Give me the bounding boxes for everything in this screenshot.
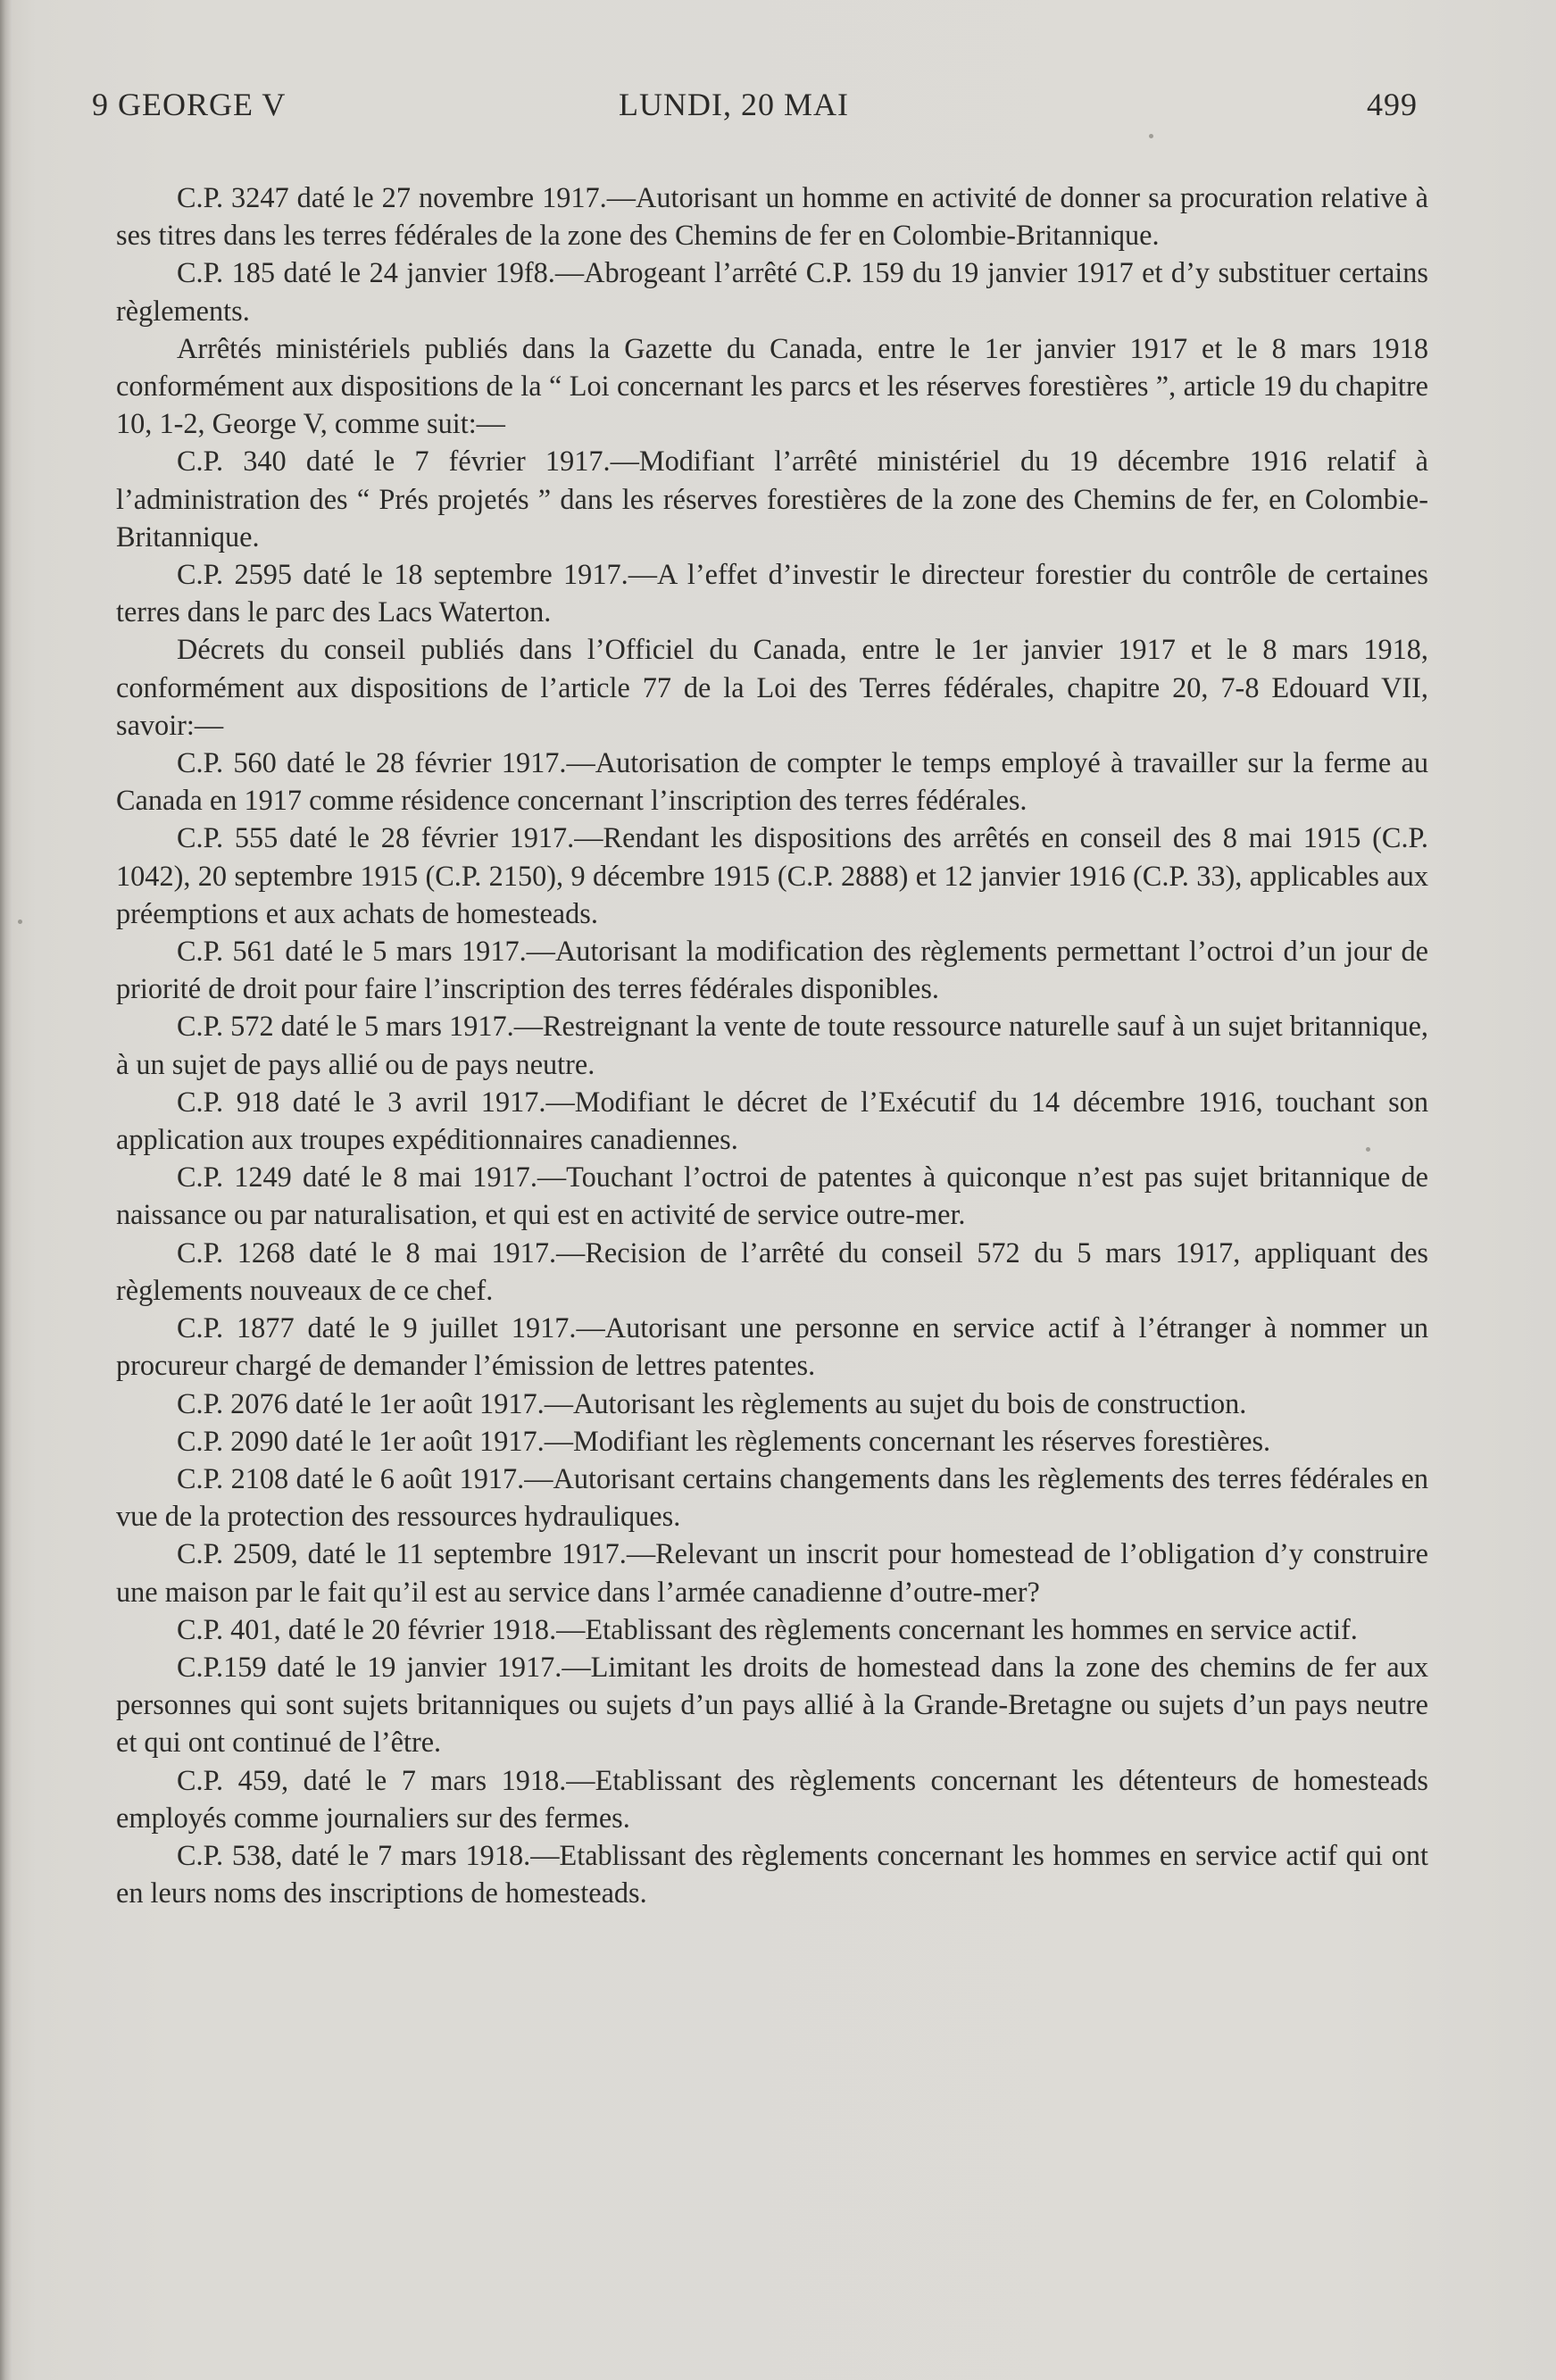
- paragraph: C.P. 2090 daté le 1er août 1917.—Modifiant les règlements concernant les réserves forestières.: [177, 1424, 1271, 1457]
- page-header: [92, 86, 1418, 139]
- paragraph: C.P. 538, daté le 7 mars 1918.—Etablissant des règlements concernant les hommes en service actif qui ont en leurs noms des inscriptions de homesteads.: [116, 1838, 1428, 1910]
- paragraph: C.P. 2595 daté le 18 septembre 1917.—A l’effet d’investir le directeur forestier du contrôle de certaines terres dans le parc des Lacs Waterton.: [116, 558, 1428, 628]
- ink-speck: [18, 920, 22, 924]
- paragraph: C.P. 560 daté le 28 février 1917.—Autorisation de compter le temps employé à travailler sur la ferme au Canada en 1917 comme résidence concernant l’inscription des terres fédérales.: [116, 746, 1428, 817]
- paragraph: C.P. 918 daté le 3 avril 1917.—Modifiant le décret de l’Exécutif du 14 décembre 1916, touchant son application aux troupes expéditionnaires canadiennes.: [116, 1085, 1428, 1156]
- paragraph: C.P. 2076 daté le 1er août 1917.—Autorisant les règlements au sujet du bois de construction.: [177, 1386, 1247, 1419]
- document-body: [116, 179, 1428, 1911]
- page-binding-edge: [0, 0, 12, 2380]
- paragraph: C.P. 459, daté le 7 mars 1918.—Etablissant des règlements concernant les détenteurs de homesteads employés comme journaliers sur des fermes.: [116, 1763, 1428, 1834]
- paragraph: C.P. 1268 daté le 8 mai 1917.—Recision de l’arrêté du conseil 572 du 5 mars 1917, appliquant des règlements nouveaux de ce chef.: [116, 1236, 1428, 1306]
- paragraph: C.P. 561 daté le 5 mars 1917.—Autorisant la modification des règlements permettant l’octroi d’un jour de priorité de droit pour faire l’inscription des terres fédérales disponibles.: [116, 935, 1428, 1005]
- header-date: LUNDI, 20 MAI: [619, 87, 849, 122]
- paragraph: Décrets du conseil publiés dans l’Officiel du Canada, entre le 1er janvier 1917 et le 8 mars 1918, conformément aux dispositions de l’article 77 de la Loi des Terres fédérales, chapitre 20, 7-8 Edouard VII, savoir:—: [116, 633, 1428, 741]
- page-number: 499: [1367, 87, 1418, 122]
- paragraph: Arrêtés ministériels publiés dans la Gazette du Canada, entre le 1er janvier 1917 et le 8 mars 1918 conformément aux dispositions de la “ Loi concernant les parcs et les réserves forestières ”, article 19 du chapitre 10, 1-2, George V, comme suit:—: [116, 331, 1428, 440]
- paragraph: C.P. 3247 daté le 27 novembre 1917.—Autorisant un homme en activité de donner sa procuration relative à ses titres dans les terres fédérales de la zone des Chemins de fer en Colombie-Britannique.: [116, 181, 1428, 252]
- paragraph: C.P. 2509, daté le 11 septembre 1917.—Relevant un inscrit pour homestead de l’obligation d’y construire une maison par le fait qu’il est au service dans l’armée canadienne d’outre-mer?: [116, 1537, 1428, 1608]
- ink-speck: [1366, 1147, 1370, 1152]
- paragraph: C.P. 1877 daté le 9 juillet 1917.—Autorisant une personne en service actif à l’étranger à nommer un procureur chargé de demander l’émission de lettres patentes.: [116, 1311, 1428, 1382]
- paragraph: C.P. 185 daté le 24 janvier 19f8.—Abrogeant l’arrêté C.P. 159 du 19 janvier 1917 et d’y substituer certains règlements.: [116, 256, 1428, 327]
- header-session: 9 GEORGE V: [92, 87, 287, 122]
- paragraph: C.P. 2108 daté le 6 août 1917.—Autorisant certains changements dans les règlements des terres fédérales en vue de la protection des ressources hydrauliques.: [116, 1461, 1428, 1533]
- paragraph: C.P. 340 daté le 7 février 1917.—Modifiant l’arrêté ministériel du 19 décembre 1916 relatif à l’administration des “ Prés projetés ” dans les réserves forestières de la zone des Chemins de fer, en Colombie-Britannique.: [116, 445, 1428, 553]
- paragraph: C.P. 1249 daté le 8 mai 1917.—Touchant l’octroi de patentes à quiconque n’est pas sujet britannique de naissance ou par naturalisation, et qui est en activité de service outre-mer.: [116, 1161, 1428, 1231]
- paragraph: C.P. 555 daté le 28 février 1917.—Rendant les dispositions des arrêtés en conseil des 8 mai 1915 (C.P. 1042), 20 septembre 1915 (C.P. 2150), 9 décembre 1915 (C.P. 2888) et 12 janvier 1916 (C.P. 33), applicables aux préemptions et aux achats de homesteads.: [116, 821, 1428, 929]
- paragraph: C.P. 401, daté le 20 février 1918.—Etablissant des règlements concernant les hommes en service actif.: [177, 1612, 1358, 1645]
- paragraph: C.P.159 daté le 19 janvier 1917.—Limitant les droits de homestead dans la zone des chemins de fer aux personnes qui sont sujets britanniques ou sujets d’un pays allié à la Grande-Bretagne ou sujets d’un pays neutre et qui ont continué de l’être.: [116, 1650, 1428, 1759]
- paragraph: C.P. 572 daté le 5 mars 1917.—Restreignant la vente de toute ressource naturelle sauf à un sujet britannique, à un sujet de pays allié ou de pays neutre.: [116, 1010, 1428, 1080]
- ink-speck: [1149, 134, 1153, 138]
